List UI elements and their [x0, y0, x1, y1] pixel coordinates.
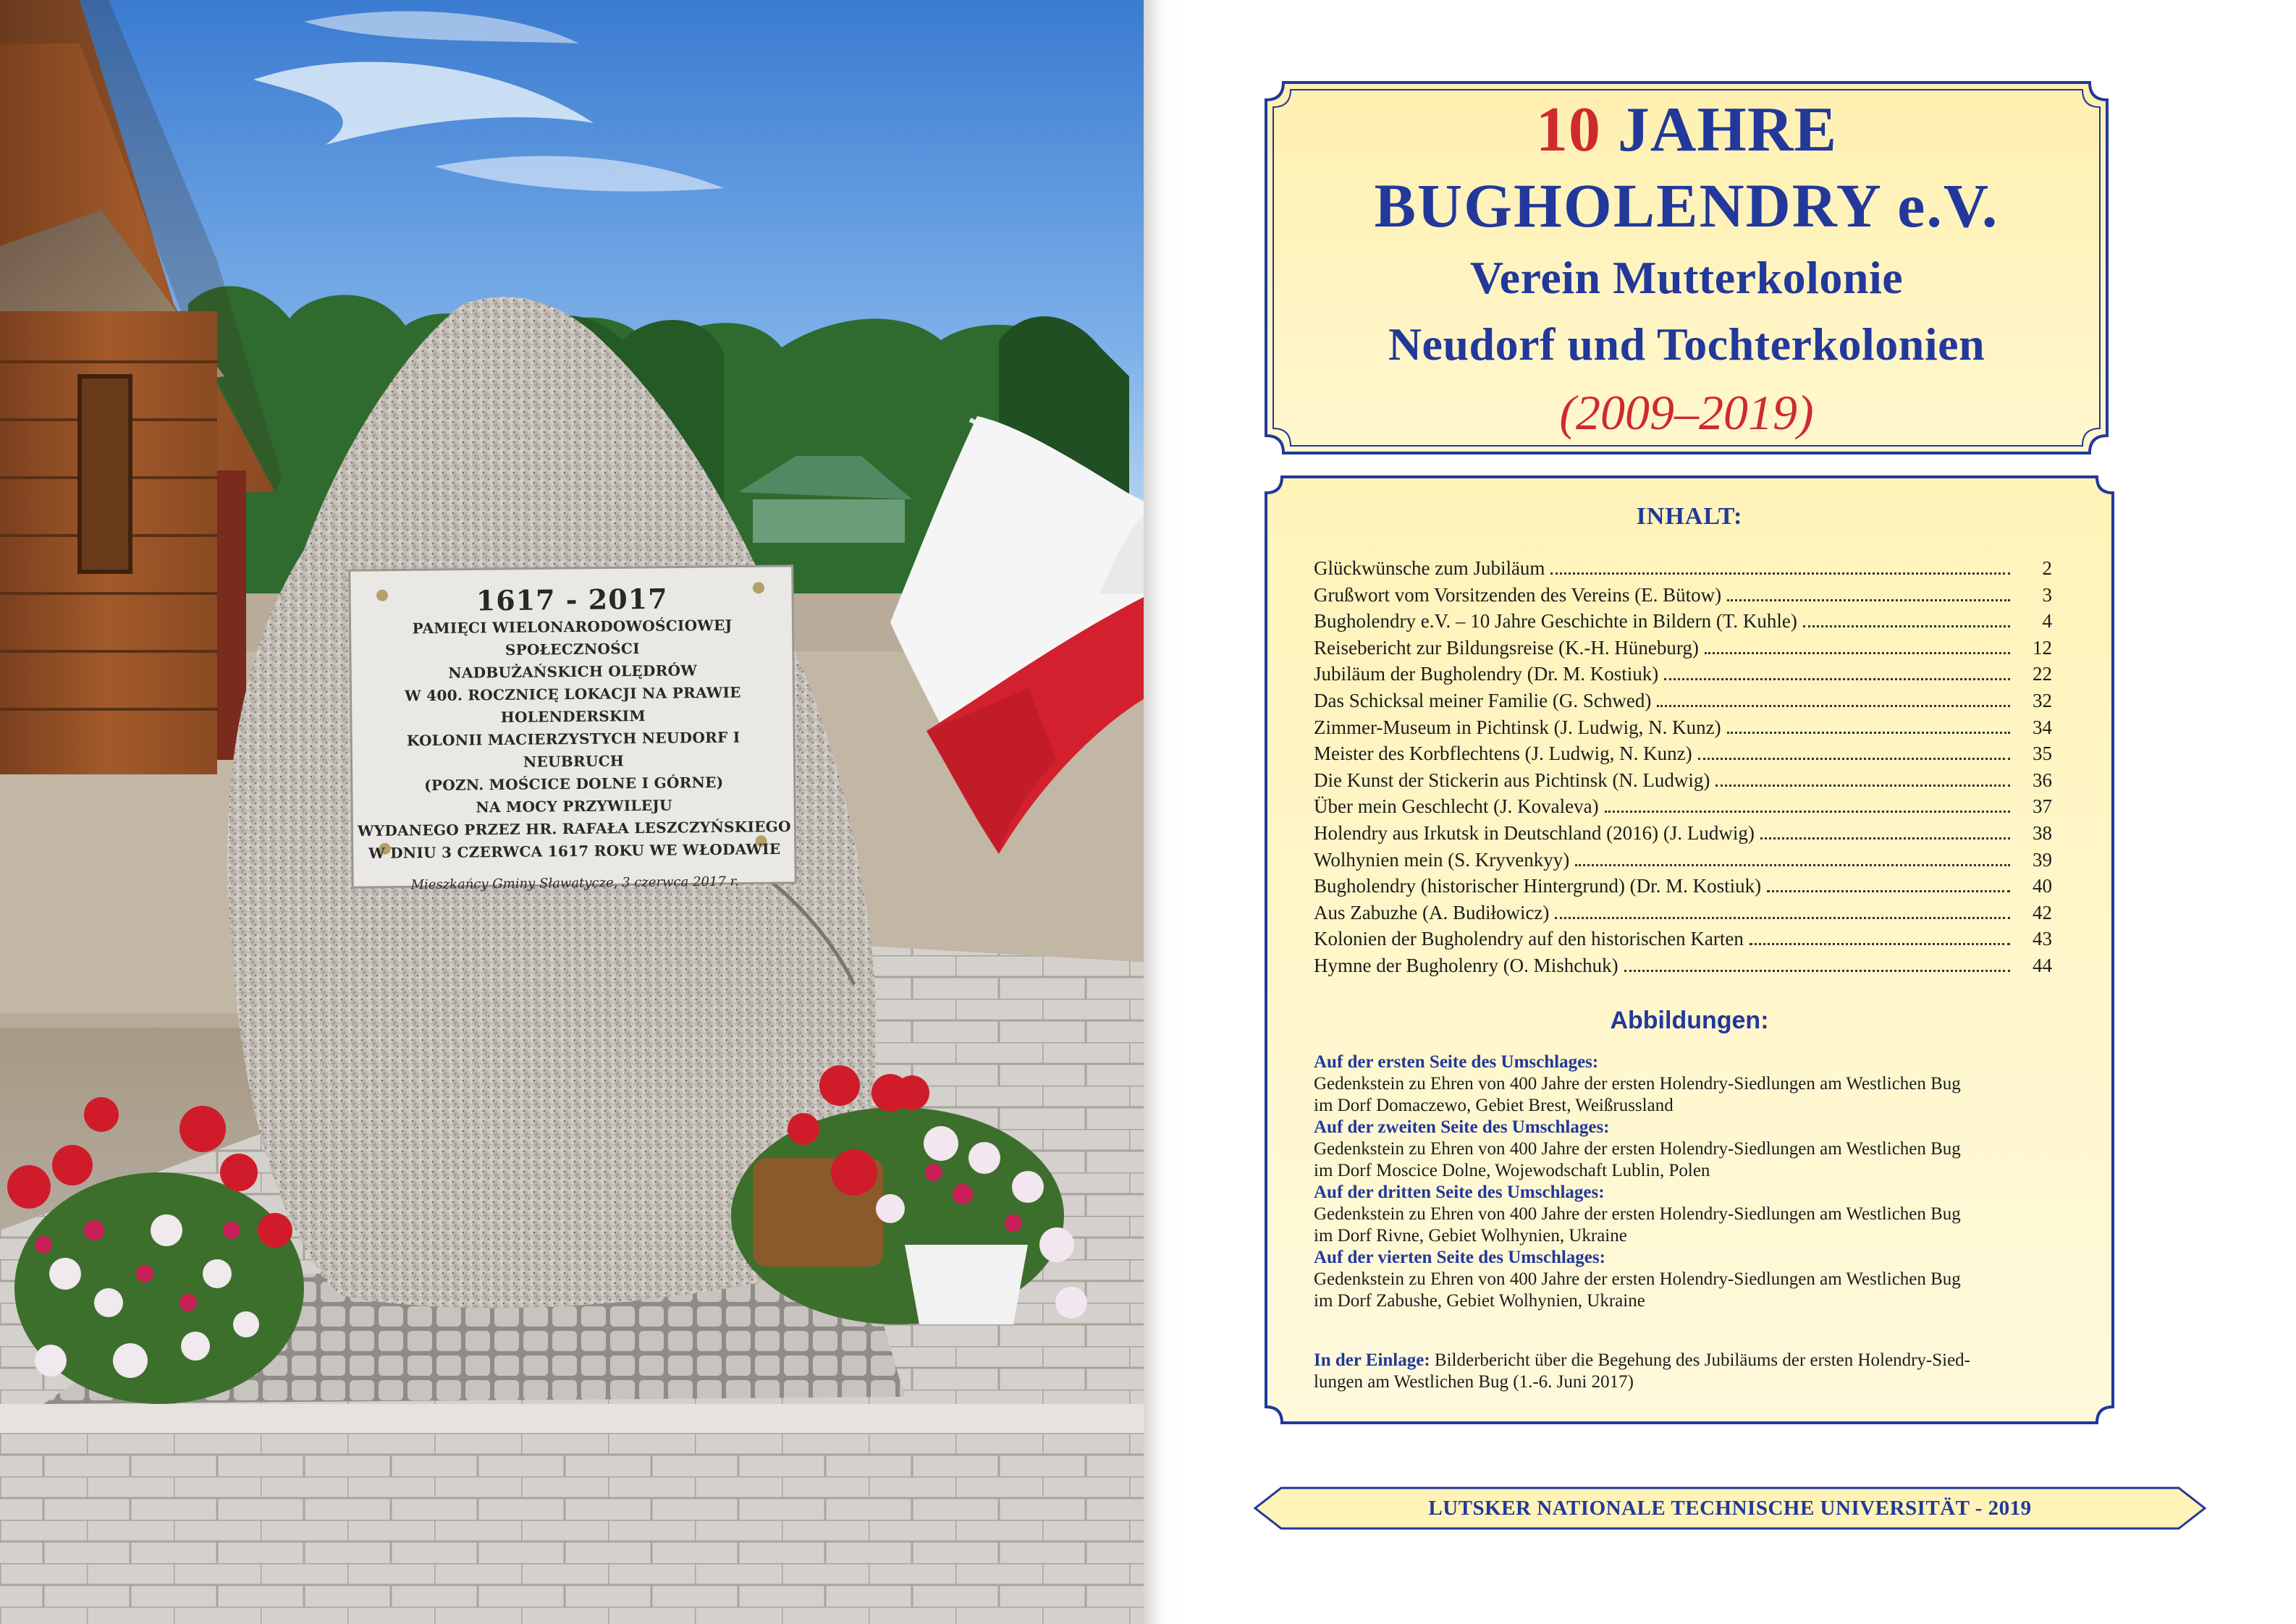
toc-leader — [1767, 890, 2010, 892]
title-line-4: Neudorf und Tochterkolonien — [1388, 318, 1985, 370]
illustrations-list — [1314, 1052, 2110, 1312]
insert-note-line-2: lungen am Westlichen Bug (1.-6. Juni 2017) — [1314, 1372, 1634, 1392]
toc-entry — [1314, 608, 2052, 635]
plaque-line: NADBUŻAŃSKICH OLĘDRÓW — [448, 661, 698, 682]
publisher-name: LUTSKER NATIONALE TECHNISCHE UNIVERSITÄT - 2019 — [1428, 1497, 2032, 1520]
title-line-2: BUGHOLENDRY e.V. — [1374, 171, 1999, 240]
toc-title: Meister des Korbflechtens (J. Ludwig, N. Kunz) — [1314, 743, 1692, 765]
toc-leader — [1760, 837, 2010, 840]
plaque-signature: Mieszkańcy Gminy Sławatycze, 3 czerwca 2017 r. — [410, 874, 740, 893]
toc-leader — [1624, 970, 2010, 972]
plaque-line: WYDANEGO PRZEZ HR. RAFAŁA LESZCZYŃSKIEGO — [357, 817, 791, 840]
illustration-text: Gedenkstein zu Ehren von 400 Jahre der ersten Holendry-Siedlungen am Westlichen Bug — [1314, 1074, 1961, 1094]
insert-note-line-1 — [1314, 1350, 2110, 1371]
plaque-line: KOLONII MACIERZYSTYCH NEUDORF I NEUBRUCH — [406, 728, 740, 771]
toc-leader — [1750, 943, 2010, 945]
toc-title: Reisebericht zur Bildungsreise (K.-H. Hüneburg) — [1314, 636, 1699, 659]
toc-leader — [1705, 652, 2010, 654]
toc-page: 38 — [2033, 821, 2052, 844]
page-gutter — [1144, 0, 1183, 1624]
toc-title: Jubiläum der Bugholendry (Dr. M. Kostiuk) — [1314, 663, 1659, 685]
toc-leader — [1727, 732, 2010, 734]
toc-entry — [1314, 952, 2052, 979]
illustration-text: im Dorf Moscice Dolne, Wojewodschaft Lublin, Polen — [1314, 1161, 1710, 1180]
toc-title: Grußwort vom Vorsitzenden des Vereins (E. Bütow) — [1314, 583, 1722, 606]
toc-page: 2 — [2042, 557, 2052, 579]
plaque-line: PAMIĘCI WIELONARODOWOŚCIOWEJ SPOŁECZNOŚCI — [412, 616, 733, 659]
toc-title: Zimmer-Museum in Pichtinsk (J. Ludwig, N. Kunz) — [1314, 716, 1721, 738]
toc-title: Aus Zabuzhe (A. Budiłowicz) — [1314, 901, 1550, 923]
illustration-text: Gedenkstein zu Ehren von 400 Jahre der ersten Holendry-Siedlungen am Westlichen Bug — [1314, 1139, 1961, 1159]
toc-page: 3 — [2042, 583, 2052, 606]
toc-page: 4 — [2042, 610, 2052, 633]
toc-page: 32 — [2033, 689, 2052, 711]
title-jahre: JAHRE — [1600, 95, 1838, 165]
toc-leader — [1550, 572, 2010, 575]
toc-entry — [1314, 635, 2052, 661]
illustration-label: Auf der ersten Seite des Umschlages: — [1314, 1052, 1599, 1072]
toc-leader — [1664, 678, 2010, 680]
toc-title: Die Kunst der Stickerin aus Pichtinsk (N. Ludwig) — [1314, 769, 1710, 791]
toc-leader — [1555, 917, 2010, 919]
toc-page: 42 — [2033, 901, 2052, 923]
toc-entry — [1314, 847, 2052, 874]
title-number: 10 — [1535, 95, 1601, 165]
toc-page: 37 — [2033, 795, 2052, 818]
toc-leader — [1803, 625, 2010, 627]
illustration-text: Gedenkstein zu Ehren von 400 Jahre der ersten Holendry-Siedlungen am Westlichen Bug — [1314, 1269, 1961, 1289]
toc-entry — [1314, 873, 2052, 900]
illustrations-heading: Abbildungen: — [1610, 1007, 1769, 1034]
toc-entry — [1314, 926, 2052, 952]
illustration-label: Auf der zweiten Seite des Umschlages: — [1314, 1117, 1610, 1137]
toc-title: Holendry aus Irkutsk in Deutschland (2016) (J. Ludwig) — [1314, 821, 1755, 844]
toc-title: Kolonien der Bugholendry auf den historischen Karten — [1314, 928, 1744, 950]
toc-title: Bugholendry (historischer Hintergrund) (Dr. M. Kostiuk) — [1314, 875, 1762, 897]
toc-page: 22 — [2033, 663, 2052, 685]
toc-entry — [1314, 740, 2052, 767]
toc-entry — [1314, 555, 2052, 582]
illustration-text: im Dorf Domaczewo, Gebiet Brest, Weißrussland — [1314, 1096, 1674, 1115]
toc-page: 36 — [2033, 769, 2052, 791]
toc-leader — [1698, 758, 2010, 760]
toc-page: 39 — [2033, 848, 2052, 871]
plaque-year: 1617 - 2017 — [476, 582, 668, 617]
contents-box — [1263, 474, 2116, 1426]
toc-entry — [1314, 820, 2052, 847]
illustration-text: im Dorf Zabushe, Gebiet Wolhynien, Ukraine — [1314, 1291, 1645, 1311]
toc-entry — [1314, 661, 2052, 688]
toc-title: Das Schicksal meiner Familie (G. Schwed) — [1314, 689, 1652, 711]
plaque-line: W DNIU 3 CZERWCA 1617 ROKU WE WŁODAWIE — [368, 840, 781, 862]
contents-page — [1183, 0, 2296, 1624]
toc-page: 44 — [2033, 954, 2052, 976]
toc-title: Bugholendry e.V. – 10 Jahre Geschichte in Bildern (T. Kuhle) — [1314, 610, 1797, 633]
illustration-text: Gedenkstein zu Ehren von 400 Jahre der ersten Holendry-Siedlungen am Westlichen Bug — [1314, 1204, 1961, 1224]
toc-title: Über mein Geschlecht (J. Kovaleva) — [1314, 795, 1599, 818]
insert-note — [1314, 1350, 2110, 1393]
toc-title: Glückwünsche zum Jubiläum — [1314, 557, 1545, 579]
plaque-line: (POZN. MOŚCICE DOLNE I GÓRNE) — [424, 773, 724, 795]
title-line-1 — [1263, 94, 2110, 166]
title-years: (2009–2019) — [1559, 385, 1814, 440]
title-line-3: Verein Mutterkolonie — [1469, 252, 1904, 303]
toc-leader — [1657, 705, 2010, 707]
plaque-line: NA MOCY PRZYWILEJU — [476, 796, 672, 816]
toc-entry — [1314, 714, 2052, 741]
toc-page: 34 — [2033, 716, 2052, 738]
toc-entry — [1314, 793, 2052, 820]
toc-leader — [1575, 864, 2010, 866]
title-box — [1263, 80, 2110, 456]
insert-label: In der Einlage: — [1314, 1350, 1430, 1370]
illustration-text: im Dorf Rivne, Gebiet Wolhynien, Ukraine — [1314, 1226, 1627, 1246]
toc-page: 40 — [2033, 875, 2052, 897]
memorial-plaque — [355, 570, 792, 893]
toc-leader — [1727, 599, 2010, 601]
illustration-label: Auf der vierten Seite des Umschlages: — [1314, 1248, 1605, 1267]
contents-list — [1314, 555, 2052, 979]
contents-heading: INHALT: — [1636, 503, 1743, 530]
toc-entry — [1314, 688, 2052, 714]
toc-leader — [1605, 811, 2010, 813]
title-block — [1263, 94, 2110, 447]
toc-leader — [1715, 784, 2010, 787]
toc-title: Wolhynien mein (S. Kryvenkyy) — [1314, 848, 1570, 871]
illustration-label: Auf der dritten Seite des Umschlages: — [1314, 1183, 1605, 1202]
toc-entry — [1314, 582, 2052, 609]
toc-page: 35 — [2033, 743, 2052, 765]
insert-text: Bilderbericht über die Begehung des Jubiläums der ersten Holendry-Sied- — [1430, 1350, 1970, 1370]
toc-page: 43 — [2033, 928, 2052, 950]
toc-page: 12 — [2033, 636, 2052, 659]
toc-entry — [1314, 767, 2052, 794]
toc-title: Hymne der Bugholenry (O. Mishchuk) — [1314, 954, 1618, 976]
plaque-line: W 400. ROCZNICĘ LOKACJI NA PRAWIE HOLENDERSKIM — [405, 683, 741, 727]
toc-entry — [1314, 900, 2052, 926]
publisher-banner — [1252, 1485, 2208, 1531]
